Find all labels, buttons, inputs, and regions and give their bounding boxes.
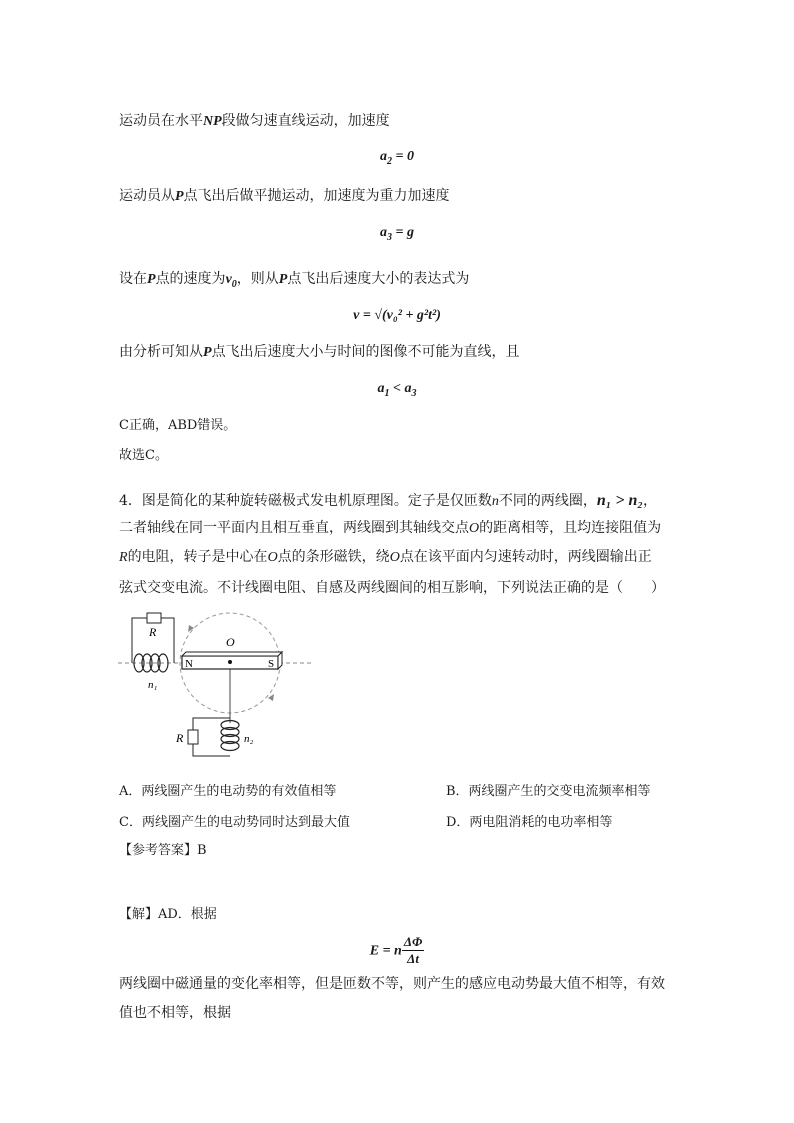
var-o: O [469,521,480,536]
option-b: B．两线圈产生的交变电流频率相等 [446,784,651,799]
solution-line-1 [119,112,390,131]
solution-line-3 [119,270,469,294]
var-r: R [119,550,128,565]
eq-sub: 2 [387,155,392,167]
text: ，则从 [236,271,279,287]
eq-sub: 3 [387,231,392,243]
var-np: NP [203,114,222,129]
center-point [228,660,232,664]
text: 点飞出后做平抛运动，加速度为重力加速度 [183,188,450,204]
eq-mid: < a [389,381,412,396]
eq-rhs: = g [392,225,414,240]
text: 由分析可知从 [119,344,203,360]
solution-line-6: 故选C。 [119,448,168,463]
eq-rhs: = 0 [392,149,414,164]
text: 不同的两线圈， [498,493,597,509]
eq-a: a [377,381,385,396]
var-p: P [278,272,288,287]
condition-n1-gt-n2: n₁ > n₂ [596,492,643,509]
equation-emf [0,934,794,967]
circuit-2-wire [193,718,230,756]
eq-numerator: ΔΦ [403,934,423,949]
var-p: P [203,345,212,360]
equation-a3 [0,224,794,243]
explanation-line-1: 两线圈中磁通量的变化率相等，但是匝数不等，则产生的感应电动势最大值不相等，有效 [119,976,665,992]
eq-sub: 3 [411,387,417,399]
label-r2: R [176,731,184,745]
text: 运动员从 [119,188,175,204]
option-c: C．两线圈产生的电动势同时达到最大值 [119,815,350,830]
eq-lhs: a [380,225,387,240]
explanation-intro: 【解】AD．根据 [119,907,217,922]
solution-line-5: C正确，ABD错误。 [119,418,237,433]
equation-a1-lt-a3 [0,380,794,399]
label-o: O [226,635,235,649]
label-n-pole: N [185,658,193,670]
label-s-pole: S [268,658,275,670]
question-4-line-3 [119,548,652,567]
label-n1: n₁ [148,679,158,691]
text: 段做匀速直线运动，加速度 [221,113,390,129]
text: 二者轴线在同一平面内且相互垂直，两线圈到其轴线交点 [119,520,469,536]
rotation-arrow-icon [268,694,274,701]
text: 点的条形磁铁，绕 [277,549,390,565]
text: 点飞出后速度大小的表达式为 [287,271,470,287]
var-o: O [389,550,400,565]
label-n2: n₂ [244,733,254,745]
text: 4．图是简化的某种旋转磁极式发电机原理图。定子是仅匝数 [119,493,492,509]
text: 的电阻，转子是中心在 [127,549,268,565]
var-sub: 0 [231,278,237,290]
text: 的距离相等，且均连接阻值为 [479,520,662,536]
text: 运动员在水平 [119,113,203,129]
text: ， [642,493,657,509]
eq-velocity-expr: v = √(v₀² + g²t²) [353,308,441,323]
equation-velocity [0,307,794,324]
eq-emf-lhs: E = n [369,943,402,959]
text: 设在 [119,271,147,287]
coil-n2 [221,721,239,751]
solution-line-4 [119,343,520,362]
solution-line-2 [119,187,450,206]
label-r1: R [149,625,157,639]
text: 点飞出后速度大小与时间的图像不可能为直线，且 [211,344,520,360]
eq-sub: 1 [384,387,390,399]
eq-denominator: Δt [407,951,419,966]
question-4-line-4: 弦式交变电流。不计线圈电阻、自感及两线圈间的相互影响，下列说法正确的是（ ） [119,580,665,596]
text: 点在该平面内匀速转动时，两线圈输出正 [399,549,652,565]
question-4-line-1 [119,492,657,511]
generator-diagram [118,608,318,768]
eq-fraction [402,934,424,967]
equation-a2 [0,148,794,167]
option-d: D．两电阻消耗的电功率相等 [446,815,613,830]
var-o: O [267,550,278,565]
var-p: P [175,189,184,204]
eq-lhs: a [380,149,387,164]
var-n: n [491,494,499,509]
question-4-line-2 [119,519,661,538]
var-v: v [225,272,232,287]
explanation-line-2: 值也不相等，根据 [119,1005,231,1021]
var-p: P [147,272,156,287]
reference-answer: 【参考答案】B [119,843,207,858]
option-a: A．两线圈产生的电动势的有效值相等 [119,784,337,799]
resistor-2 [188,730,198,744]
text: 点的速度为 [155,271,226,287]
resistor-1 [147,613,161,623]
